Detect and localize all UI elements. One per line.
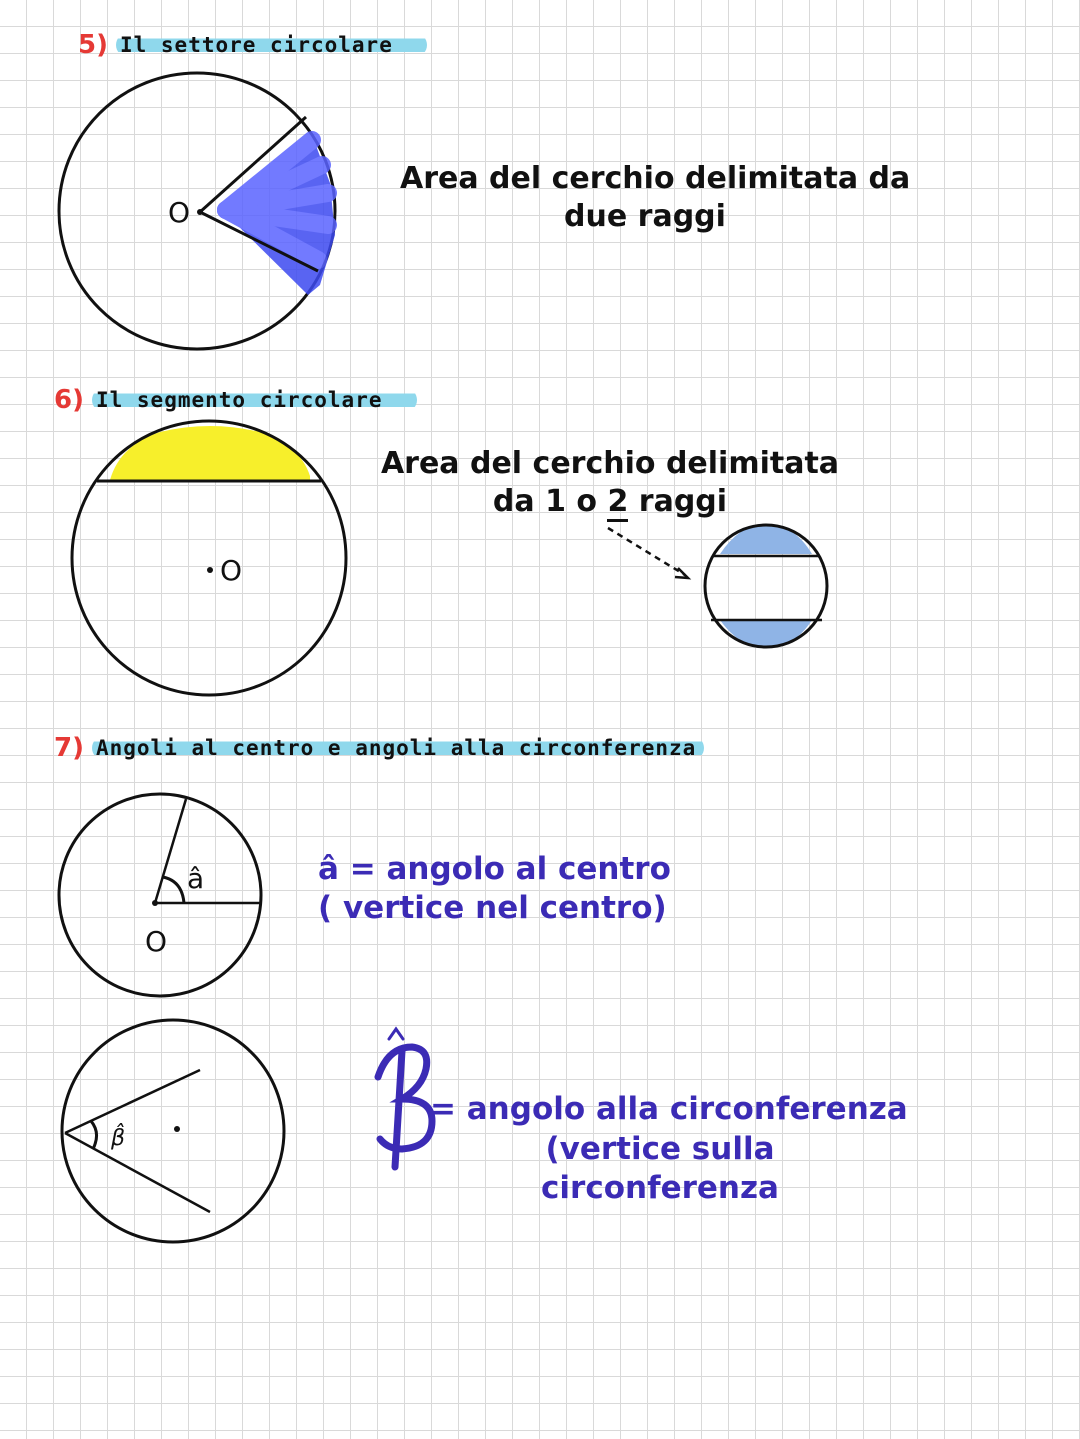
section-5-description (400, 160, 911, 236)
segment-diagram (60, 410, 360, 710)
center-dot (197, 209, 203, 215)
section-6-number: 6) (54, 385, 84, 415)
center-dot (174, 1126, 180, 1132)
central-angle-note: ( vertice nel centro) (318, 890, 667, 926)
two-chord-diagram (590, 510, 840, 660)
section-5-description-line-2: due raggi (564, 199, 726, 234)
inscribed-angle-arc (91, 1121, 97, 1149)
underlined-2: 2 (607, 484, 628, 522)
inscribed-angle-definition: = angolo alla circonferenza (430, 1091, 908, 1127)
dashed-arrow (608, 528, 685, 575)
inscribed-angle-note-line-1: (vertice sulla (545, 1131, 775, 1167)
line-2-suffix: raggi (628, 484, 728, 519)
large-beta-glyph (368, 1025, 438, 1175)
section-5-title: Il settore circolare (116, 33, 427, 57)
central-angle-circle (59, 794, 261, 996)
central-angle-definition: â = angolo al centro (318, 851, 671, 887)
inscribed-angle-note-line-2: circonferenza (541, 1170, 779, 1206)
sector-fill (222, 135, 335, 295)
central-angle-description (318, 850, 671, 928)
small-segment-top-fill (720, 524, 812, 554)
section-5-number: 5) (78, 30, 108, 60)
section-5-description-line-1: Area del cerchio delimitata da (400, 161, 911, 196)
central-angle-arc (163, 877, 184, 903)
center-label: O (145, 925, 168, 958)
center-label: O (220, 554, 243, 587)
section-6-title: Il segmento circolare (92, 388, 417, 412)
section-5-heading (78, 30, 427, 60)
inscribed-angle-note (470, 1130, 850, 1208)
small-segment-bottom-fill (720, 620, 812, 648)
central-angle-symbol: â (187, 862, 205, 895)
section-7-number: 7) (54, 733, 84, 763)
center-dot (152, 900, 158, 906)
center-dot (207, 567, 213, 573)
inscribed-angle-diagram (55, 1015, 295, 1250)
center-label: O (168, 196, 191, 229)
line-2-prefix: da 1 o (492, 484, 608, 519)
section-7-title: Angoli al centro e angoli alla circonferenza (92, 736, 704, 760)
section-6-description-line-1: Area del cerchio delimitata (380, 446, 840, 481)
inscribed-angle-symbol: β̂ (111, 1126, 126, 1151)
sector-diagram (50, 65, 350, 365)
section-7-heading (54, 733, 704, 763)
central-angle-diagram (50, 785, 275, 1005)
central-ray-1 (155, 799, 186, 903)
inscribed-ray-1 (65, 1070, 200, 1133)
segment-fill (110, 426, 310, 480)
